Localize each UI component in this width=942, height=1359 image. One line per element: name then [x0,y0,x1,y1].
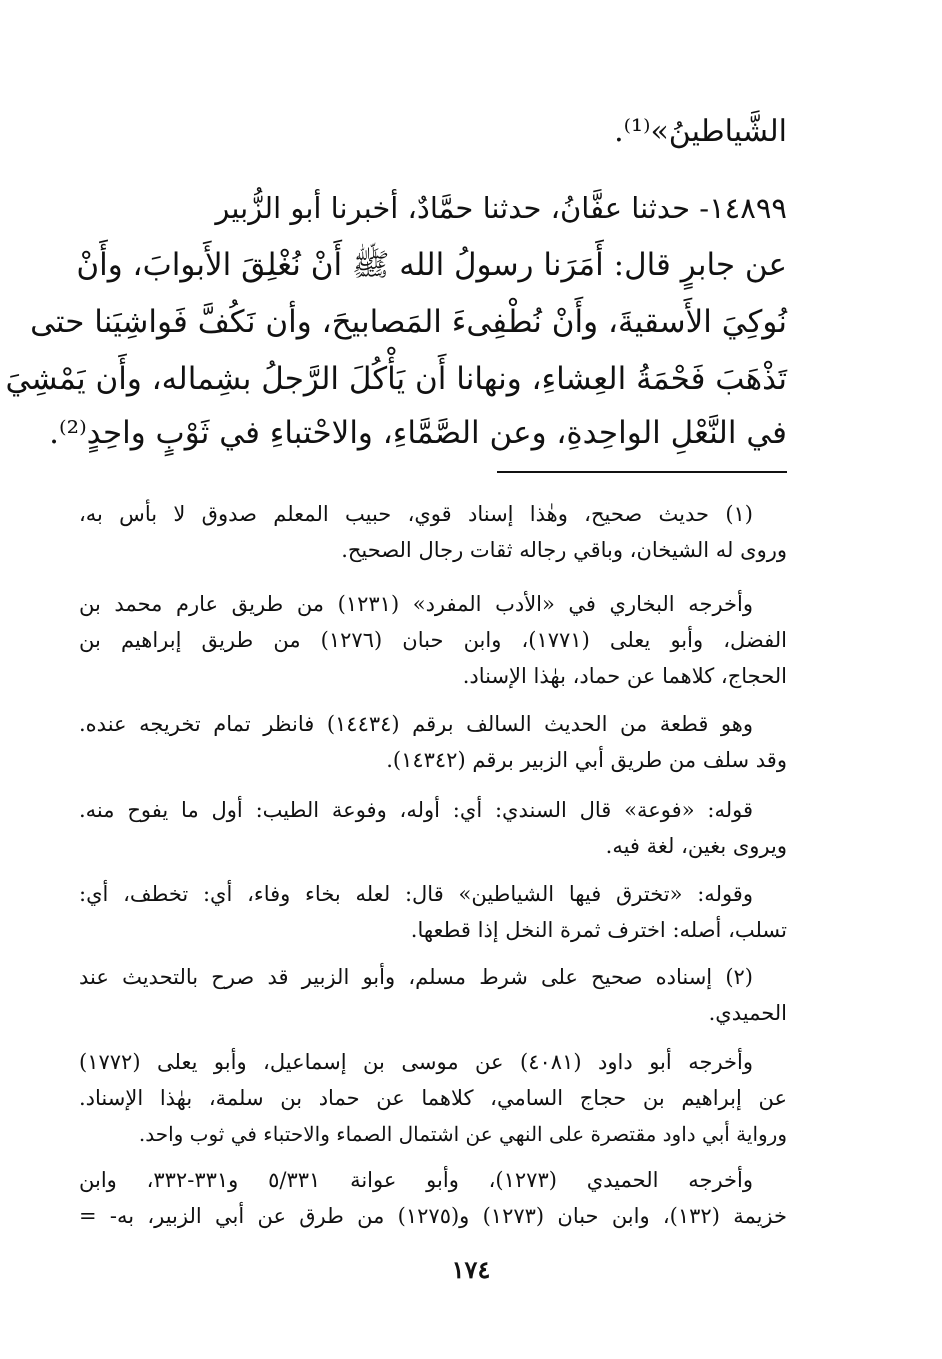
footnote-paragraph [79,496,787,568]
footnote-line: ورواية أبي داود مقتصرة على النهي عن اشتمال الصماء والاحتباء في ثوب واحد. [138,1122,787,1146]
footnote-line: وأخرجه الحميدي (١٢٧٣)، وأبو عوانة ٥/٣٣١ و٣٣١-٣٣٢، وابن [79,1168,753,1192]
footnote-paragraph [79,586,787,694]
footnote-line: تسلب، أصله: اخترف ثمرة النخل إذا قطعها. [410,918,787,942]
footnote-line: خزيمة (١٣٢)، وابن حبان (١٢٧٣) و(١٢٧٥) من طرق عن أبي الزبير، به- = [79,1204,788,1228]
footnote-paragraph [79,876,787,948]
footnote-line: وروى له الشيخان، وباقي رجاله ثقات رجال الصحيح. [341,538,787,562]
footnote-paragraph [79,1162,787,1234]
footnote-line: الفضل، وأبو يعلى (١٧٧١)، وابن حبان (١٢٧٦) من طريق إبراهيم بن [79,628,787,652]
footnote-line: وأخرجه البخاري في «الأدب المفرد» (١٢٣١) من طريق عارم محمد بن [79,592,753,616]
footnote-line: عن إبراهيم بن حجاج السامي، كلاهما عن حماد بن سلمة، بهٰذا الإسناد. [79,1086,787,1110]
footnote-paragraph [79,792,787,864]
footnote-paragraph [79,1044,787,1152]
footnote-paragraph [79,959,787,1031]
footnote-line: (٢) إسناده صحيح على شرط مسلم، وأبو الزبير قد صرح بالتحديث عند [79,965,753,989]
hadith-text-line: في النَّعْلِ الواحِدةِ، وعن الصَّمَّاءِ، والاحْتباءِ في ثَوْبٍ واحِدٍ⁽²⁾. [49,415,787,451]
footnote-line: وهو قطعة من الحديث السالف برقم (١٤٤٣٤) فانظر تمام تخريجه عنده. [79,712,753,736]
hadith-text-line: تَذْهَبَ فَحْمَةُ العِشاءِ، ونهانا أَن يَأْكُلَ الرَّجلُ بشِماله، وأَن يَمْشِيَ [5,361,787,397]
hadith-text-line: نُوكِيَ الأَسقيةَ، وأَنْ نُطْفِىءَ المَصابيحَ، وأن نَكُفَّ فَواشِيَنا حتى [30,304,787,340]
footnote-line: وقوله: «تخترق فيها الشياطين» قال: لعله بخاء وفاء، أي: تخطف، أي: [79,882,753,906]
footnote-line: وأخرجه أبو داود (٤٠٨١) عن موسى بن إسماعيل، وأبو يعلى (١٧٧٢) [79,1050,753,1074]
footnote-divider [497,471,787,473]
footnote-line: (١) حديث صحيح، وهٰذا إسناد قوي، حبيب المعلم صدوق لا بأس به، [79,502,753,526]
hadith-isnad-header: ١٤٨٩٩- حدثنا عفَّانُ، حدثنا حمَّادٌ، أخبرنا أبو الزُّبير [215,191,787,225]
footnote-paragraph [79,706,787,778]
hadith-text-line: عن جابرٍ قال: أَمَرَنا رسولُ الله ﷺ أَنْ نُغْلِقَ الأَبوابَ، وأَنْ [76,247,787,283]
footnote-line: قوله: «فوعة» قال السندي: أي: أوله، وفوعة الطيب: أول ما يفوح منه. [79,798,753,822]
footnote-line: وقد سلف من طريق أبي الزبير برقم (١٤٣٤٢). [386,748,787,772]
footnote-line: ويروى بغين، لغة فيه. [605,834,787,858]
previous-hadith-ending: الشَّياطينُ»⁽¹⁾. [614,114,787,149]
footnote-line: الحميدي. [708,1001,787,1025]
footnote-line: الحجاج، كلاهما عن حماد، بهٰذا الإسناد. [462,664,787,688]
page-number: ١٧٤ [451,1255,491,1284]
